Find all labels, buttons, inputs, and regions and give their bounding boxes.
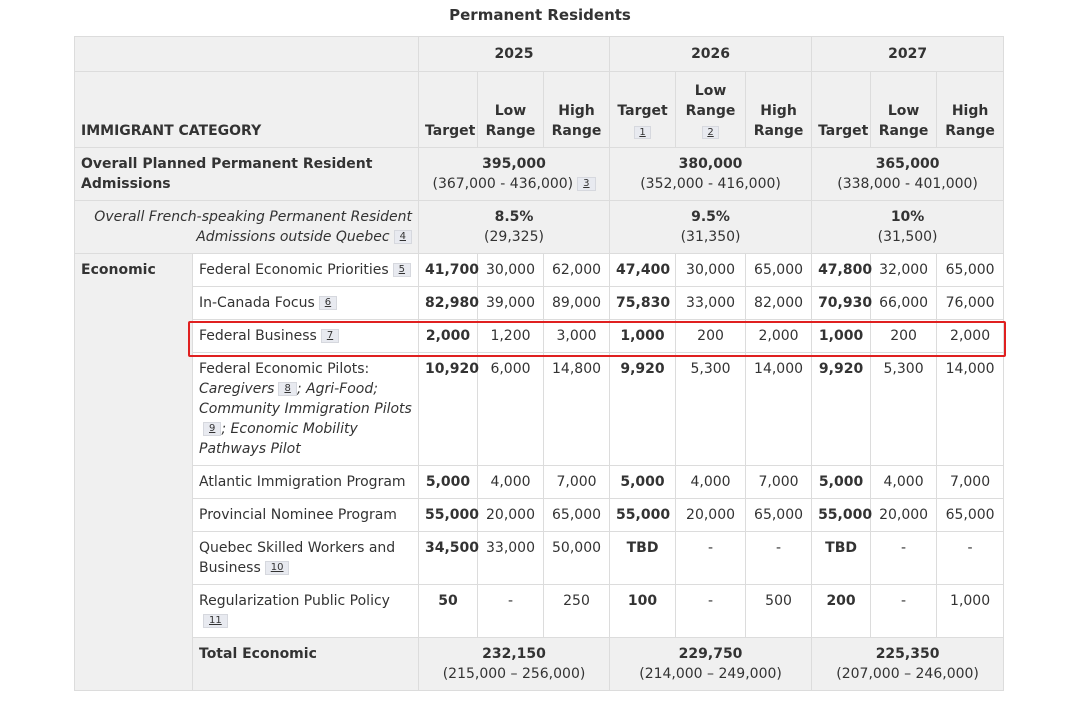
cell: 4,000 <box>478 466 544 499</box>
cell: 5,000 <box>812 466 871 499</box>
cell: 76,000 <box>937 287 1004 320</box>
high-range-2026-header: High Range <box>746 72 812 148</box>
cell: 14,000 <box>937 353 1004 466</box>
footnote-link[interactable]: 6 <box>319 296 337 310</box>
category-header: IMMIGRANT CATEGORY <box>75 72 419 148</box>
cell: 100 <box>610 585 676 638</box>
cell: 6,000 <box>478 353 544 466</box>
cell: 33,000 <box>676 287 746 320</box>
cell: - <box>871 532 937 585</box>
cell: 41,700 <box>419 254 478 287</box>
cell: 62,000 <box>544 254 610 287</box>
row-label: Provincial Nominee Program <box>193 499 419 532</box>
cell: 34,500 <box>419 532 478 585</box>
low-range-2026-header: Low Range 2 <box>676 72 746 148</box>
french-2027: 10% (31,500) <box>812 201 1004 254</box>
cell: 5,300 <box>676 353 746 466</box>
cell: 7,000 <box>746 466 812 499</box>
cell: 33,000 <box>478 532 544 585</box>
cell: 65,000 <box>937 254 1004 287</box>
table-row <box>75 499 1004 532</box>
cell: - <box>871 585 937 638</box>
cell: 2,000 <box>746 320 812 353</box>
overall-2025: 395,000 (367,000 - 436,000) 3 <box>419 148 610 201</box>
column-header-row <box>75 72 1004 148</box>
cell: TBD <box>610 532 676 585</box>
cell: 5,300 <box>871 353 937 466</box>
low-range-2027-header: Low Range <box>871 72 937 148</box>
cell: 89,000 <box>544 287 610 320</box>
footnote-link[interactable]: 4 <box>394 230 412 244</box>
cell: 39,000 <box>478 287 544 320</box>
total-economic-label: Total Economic <box>193 638 419 691</box>
cell: 20,000 <box>478 499 544 532</box>
cell: 55,000 <box>419 499 478 532</box>
table-row <box>75 585 1004 638</box>
table-row <box>75 287 1004 320</box>
cell: 7,000 <box>937 466 1004 499</box>
target-2025-header: Target <box>419 72 478 148</box>
target-2027-header: Target <box>812 72 871 148</box>
cell: 55,000 <box>812 499 871 532</box>
footnote-link[interactable]: 3 <box>577 177 595 191</box>
cell: - <box>676 532 746 585</box>
cell: 47,800 <box>812 254 871 287</box>
footnote-link[interactable]: 1 <box>634 126 650 139</box>
target-2026-header: Target 1 <box>610 72 676 148</box>
high-range-2027-header: High Range <box>937 72 1004 148</box>
french-2025: 8.5% (29,325) <box>419 201 610 254</box>
table-row <box>75 466 1004 499</box>
cell: 200 <box>871 320 937 353</box>
row-label: Atlantic Immigration Program <box>193 466 419 499</box>
low-range-2025-header: Low Range <box>478 72 544 148</box>
cell: 70,930 <box>812 287 871 320</box>
cell: - <box>746 532 812 585</box>
cell: 14,800 <box>544 353 610 466</box>
row-label: Federal Business 7 <box>193 320 419 353</box>
table-caption: Permanent Residents <box>449 6 631 24</box>
total-2025: 232,150 (215,000 – 256,000) <box>419 638 610 691</box>
total-economic-row <box>75 638 1004 691</box>
high-range-2025-header: High Range <box>544 72 610 148</box>
cell: 65,000 <box>746 254 812 287</box>
cell: 200 <box>812 585 871 638</box>
cell: 3,000 <box>544 320 610 353</box>
overall-2026: 380,000 (352,000 - 416,000) <box>610 148 812 201</box>
overall-row <box>75 148 1004 201</box>
year-2027-header: 2027 <box>812 37 1004 72</box>
cell: 250 <box>544 585 610 638</box>
cell: 1,000 <box>937 585 1004 638</box>
footnote-link[interactable]: 9 <box>203 422 221 436</box>
cell: 2,000 <box>937 320 1004 353</box>
row-label: Regularization Public Policy11 <box>193 585 419 638</box>
cell: TBD <box>812 532 871 585</box>
cell: 20,000 <box>871 499 937 532</box>
cell: 30,000 <box>478 254 544 287</box>
french-2026: 9.5% (31,350) <box>610 201 812 254</box>
cell: 5,000 <box>610 466 676 499</box>
cell: - <box>937 532 1004 585</box>
cell: 7,000 <box>544 466 610 499</box>
footnote-link[interactable]: 11 <box>203 614 228 628</box>
cell: 32,000 <box>871 254 937 287</box>
row-label: Federal Economic Priorities 5 <box>193 254 419 287</box>
cell: 82,980 <box>419 287 478 320</box>
cell: 30,000 <box>676 254 746 287</box>
french-label: Overall French-speaking Permanent Resident Admissions outside Quebec 4 <box>75 201 419 254</box>
row-label: Federal Economic Pilots: Caregivers 8 ; Agri-Food; Community Immigration Pilots9 ; Economic Mobility Pathways Pilot <box>193 353 419 466</box>
cell: 65,000 <box>544 499 610 532</box>
footnote-link[interactable]: 2 <box>702 126 718 139</box>
total-2026: 229,750 (214,000 – 249,000) <box>610 638 812 691</box>
row-label: Quebec Skilled Workers and Business 10 <box>193 532 419 585</box>
cell: 20,000 <box>676 499 746 532</box>
cell: 200 <box>676 320 746 353</box>
table-row <box>75 532 1004 585</box>
year-header-row <box>75 37 1004 72</box>
footnote-link[interactable]: 8 <box>278 382 296 396</box>
cell: 47,400 <box>610 254 676 287</box>
cell: 65,000 <box>746 499 812 532</box>
cell: 1,000 <box>610 320 676 353</box>
cell: 9,920 <box>812 353 871 466</box>
cell: 55,000 <box>610 499 676 532</box>
cell: 1,000 <box>812 320 871 353</box>
overall-label: Overall Planned Permanent Resident Admissions <box>75 148 419 201</box>
cell: 10,920 <box>419 353 478 466</box>
permanent-residents-table <box>74 36 1004 691</box>
cell: - <box>478 585 544 638</box>
overall-2027: 365,000 (338,000 - 401,000) <box>812 148 1004 201</box>
cell: 9,920 <box>610 353 676 466</box>
cell: 66,000 <box>871 287 937 320</box>
year-2025-header: 2025 <box>419 37 610 72</box>
cell: 75,830 <box>610 287 676 320</box>
cell: 2,000 <box>419 320 478 353</box>
table-row <box>75 353 1004 466</box>
table-row <box>75 254 1004 287</box>
cell: - <box>676 585 746 638</box>
economic-group-label: Economic <box>75 254 193 691</box>
row-label: In-Canada Focus 6 <box>193 287 419 320</box>
table-row <box>75 320 1004 353</box>
cell: 50 <box>419 585 478 638</box>
cell: 4,000 <box>871 466 937 499</box>
footnote-link[interactable]: 5 <box>393 263 411 277</box>
cell: 4,000 <box>676 466 746 499</box>
cell: 1,200 <box>478 320 544 353</box>
cell: 50,000 <box>544 532 610 585</box>
year-2026-header: 2026 <box>610 37 812 72</box>
footnote-link[interactable]: 10 <box>265 561 290 575</box>
cell: 14,000 <box>746 353 812 466</box>
footnote-link[interactable]: 7 <box>321 329 339 343</box>
cell: 500 <box>746 585 812 638</box>
blank-header <box>75 37 419 72</box>
cell: 65,000 <box>937 499 1004 532</box>
cell: 82,000 <box>746 287 812 320</box>
cell: 5,000 <box>419 466 478 499</box>
total-2027: 225,350 (207,000 – 246,000) <box>812 638 1004 691</box>
french-row <box>75 201 1004 254</box>
